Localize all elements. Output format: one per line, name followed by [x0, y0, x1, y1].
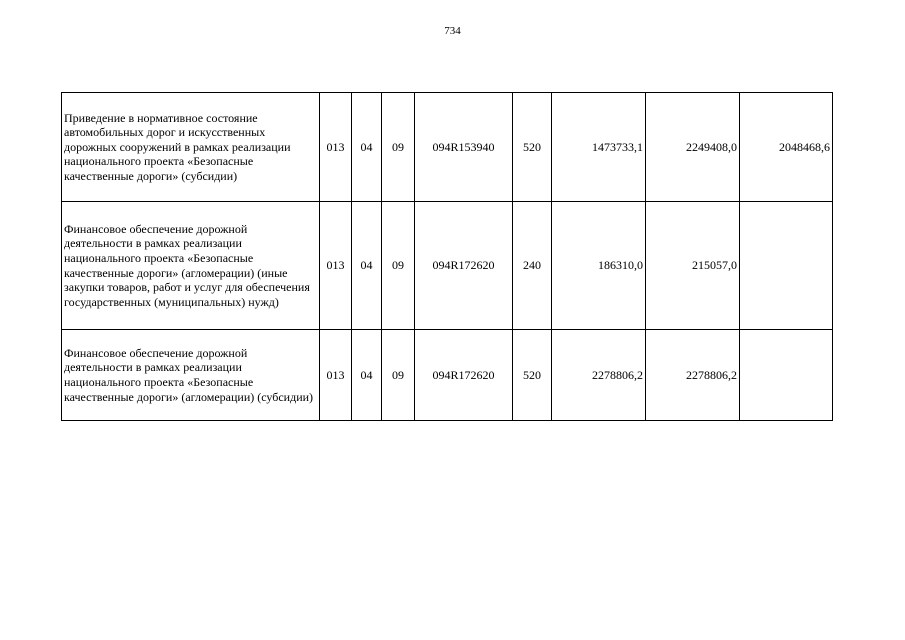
amount-3-cell: 2048468,6 — [740, 93, 833, 202]
expense-type-cell: 240 — [513, 202, 552, 330]
section-code-cell: 04 — [352, 202, 382, 330]
section-code-cell: 04 — [352, 330, 382, 421]
target-article-cell: 094R153940 — [415, 93, 513, 202]
amount-1-cell: 1473733,1 — [552, 93, 646, 202]
ministry-code-cell: 013 — [320, 93, 352, 202]
amount-1-cell: 186310,0 — [552, 202, 646, 330]
ministry-code-cell: 013 — [320, 330, 352, 421]
subsection-code-cell: 09 — [382, 202, 415, 330]
budget-table — [61, 92, 833, 421]
table-row — [62, 93, 833, 202]
amount-3-cell — [740, 202, 833, 330]
table-row — [62, 202, 833, 330]
amount-3-cell — [740, 330, 833, 421]
table-row — [62, 330, 833, 421]
section-code-cell: 04 — [352, 93, 382, 202]
amount-2-cell: 2249408,0 — [646, 93, 740, 202]
item-name-cell: Приведение в нормативное состояние автомобильных дорог и искусственных дорожных сооружений в рамках реализации национального проекта «Безопасные качественные дороги» (субсидии) — [62, 93, 320, 202]
target-article-cell: 094R172620 — [415, 330, 513, 421]
amount-2-cell: 2278806,2 — [646, 330, 740, 421]
ministry-code-cell: 013 — [320, 202, 352, 330]
amount-2-cell: 215057,0 — [646, 202, 740, 330]
item-name-cell: Финансовое обеспечение дорожной деятельности в рамках реализации национального проекта «Безопасные качественные дороги» (агломерации) (субсидии) — [62, 330, 320, 421]
expense-type-cell: 520 — [513, 330, 552, 421]
amount-1-cell: 2278806,2 — [552, 330, 646, 421]
item-name-cell: Финансовое обеспечение дорожной деятельности в рамках реализации национального проекта «Безопасные качественные дороги» (агломерации) (иные закупки товаров, работ и услуг для обеспечения государственных (муниципальных) нужд) — [62, 202, 320, 330]
target-article-cell: 094R172620 — [415, 202, 513, 330]
expense-type-cell: 520 — [513, 93, 552, 202]
subsection-code-cell: 09 — [382, 330, 415, 421]
subsection-code-cell: 09 — [382, 93, 415, 202]
page-number: 734 — [444, 25, 461, 37]
